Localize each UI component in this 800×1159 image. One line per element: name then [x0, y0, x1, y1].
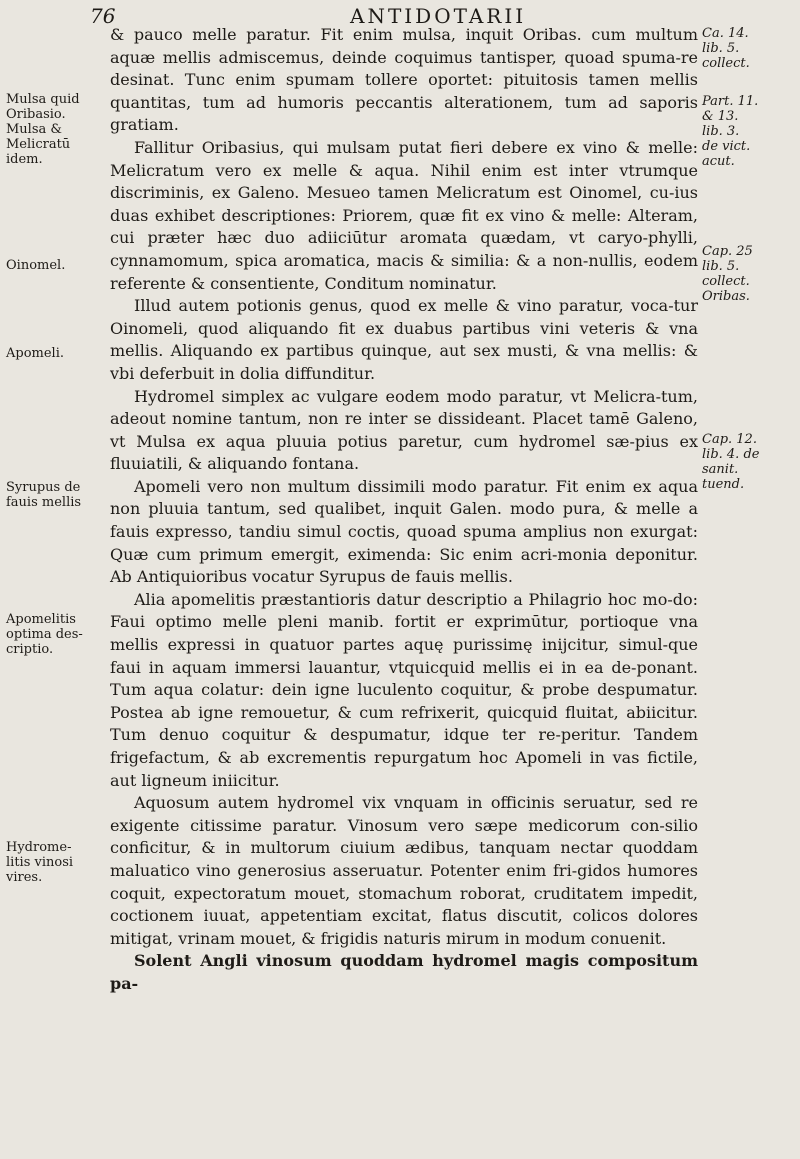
page-header: [0, 4, 800, 26]
margin-line: Oribasio.: [6, 107, 66, 122]
margin-ref-line: lib. 4. de: [702, 447, 760, 462]
margin-line: Apomeli.: [6, 346, 65, 361]
margin-ref-galen: [702, 94, 798, 169]
margin-line: litis vinosi: [6, 855, 74, 870]
margin-line: Syrupus de: [6, 480, 81, 495]
margin-ref-line: collect.: [702, 56, 750, 71]
margin-note-hydromelitis: [6, 840, 102, 885]
margin-ref-line: lib. 5.: [702, 259, 740, 274]
margin-ref-oribas: [702, 244, 798, 304]
main-text: [110, 24, 698, 996]
margin-note-mulsa: [6, 92, 102, 167]
margin-ref-line: & 13.: [702, 109, 739, 124]
paragraph-hydromel: Hydromel simplex ac vulgare eodem modo paratur, vt Melicra-tum, adeout nomine tantum, non re inter se dissideant. Placet tamē Galeno, vt Mulsa ex aqua pluuia potius paretur, cum hydromel sæ-pius ex fluuiatili, & aliquando fontana.: [110, 386, 698, 474]
paragraph-angli: Solent Angli vinosum quoddam hydromel magis compositum pa-: [110, 951, 698, 993]
margin-ref-sanitate: [702, 432, 798, 492]
margin-line: Hydrome-: [6, 840, 72, 855]
running-title: ANTIDOTARII: [350, 4, 527, 28]
margin-note-apomelitis: [6, 612, 102, 657]
paragraph-apomelitis: Alia apomelitis præstantioris datur descriptio a Philagrio hoc mo-do: Faui optimo melle pleni manib. fortit er exprimūtur, portioque vna mellis expressi in quatuor partes aquę purissimę inijcitur, simul-que faui in aquam immersi lauantur, vtquicquid mellis ei in ea de-ponant. Tum aqua colatur: dein igne luculento coquitur, & probe despumatur. Postea ab igne remouetur, & cum refrixerit, quicquid fluitat, abiicitur. Tum denuo coquitur & despumatur, idque ter re-peritur. Tandem frigefactum, & ab excrementis repurgatum hoc Apomeli in vas fictile, aut ligneum iniicitur.: [110, 589, 698, 790]
margin-ref-line: tuend.: [702, 477, 745, 492]
margin-ref-oribasius: [702, 26, 798, 71]
margin-ref-line: Ca. 14.: [702, 26, 749, 41]
margin-note-syrupus: [6, 480, 102, 510]
margin-line: Apomelitis: [6, 612, 76, 627]
margin-ref-line: lib. 3.: [702, 124, 740, 139]
margin-note-oinomel: [6, 258, 102, 273]
margin-note-apomeli: [6, 346, 102, 361]
paragraph-mulsa: & pauco melle paratur. Fit enim mulsa, inquit Oribas. cum multum aquæ mellis admiscemus, deinde coquimus tantisper, quoad spuma-re desinat. Tunc enim spumam tollere oportet: pituitosis tamen mellis quantitas, tum ad humoris peccantis alterationem, tum ad saporis gratiam.: [110, 25, 698, 135]
paragraph-aquosum: Aquosum autem hydromel vix vnquam in officinis seruatur, sed re exigente citissime paratur. Vinosum vero sæpe medicorum con-silio conficitur, & in multorum ciuium ædibus, tanquam nectar quoddam maluatico vino generosius asseruatur. Potenter enim fri-gidos humores coquit, expectoratum mouet, stomachum roborat, cruditatem impedit, coctionem iuuat, appetentiam excitat, flatus discutit, colicos dolores mitigat, vrinam mouet, & frigidis naturis mirum in modum conuenit.: [110, 793, 698, 948]
margin-line: Oinomel.: [6, 258, 66, 273]
page-number: 76: [90, 4, 116, 28]
margin-ref-line: Oribas.: [702, 289, 750, 304]
margin-ref-line: de vict.: [702, 139, 751, 154]
paragraph-apomeli: Apomeli vero non multum dissimili modo paratur. Fit enim ex aqua non pluuia tantum, sed qualibet, inquit Galen. modo pura, & melle a fauis expresso, tandiu simul coctis, quoad spuma amplius non exurgat: Quæ cum primum emergit, eximenda: Sic enim acri-monia deponitur. Ab Antiquioribus vocatur Syrupus de fauis mellis.: [110, 476, 698, 587]
margin-ref-line: Part. 11.: [702, 94, 759, 109]
margin-line: vires.: [6, 870, 43, 885]
margin-line: fauis mellis: [6, 495, 82, 510]
paragraph-oribasius: Fallitur Oribasius, qui mulsam putat fieri debere ex vino & melle: Melicratum vero ex melle & aqua. Nihil enim est inter vtrumque discriminis, ex Galeno. Mesueo tamen Melicratum est Oinomel, cu-ius duas exhibet descriptiones: Priorem, quæ fit ex vino & melle: Alteram, cui præter hæc duo adiiciūtur aromata quædam, vt caryo-phylli, cynnamomum, spica aromatica, macis & similia: & a non-nullis, eodem referente & consentiente, Conditum nominatur.: [110, 137, 698, 293]
margin-ref-line: Cap. 12.: [702, 432, 757, 447]
margin-line: optima des-: [6, 627, 83, 642]
margin-line: Mulsa &: [6, 122, 62, 137]
margin-ref-line: sanit.: [702, 462, 739, 477]
margin-ref-line: collect.: [702, 274, 750, 289]
margin-line: Melicratū: [6, 137, 71, 152]
margin-ref-line: lib. 5.: [702, 41, 740, 56]
margin-line: idem.: [6, 152, 43, 167]
margin-line: criptio.: [6, 642, 54, 657]
margin-ref-line: Cap. 25: [702, 244, 753, 259]
margin-line: Mulsa quid: [6, 92, 80, 107]
paragraph-oinomeli: Illud autem potionis genus, quod ex melle & vino paratur, voca-tur Oinomeli, quod aliquando fit ex duabus partibus vini veteris & vna mellis. Aliquando ex partibus quinque, aut sex musti, & vna mellis: & vbi deferbuit in dolia diffunditur.: [110, 296, 698, 383]
margin-ref-line: acut.: [702, 154, 735, 169]
